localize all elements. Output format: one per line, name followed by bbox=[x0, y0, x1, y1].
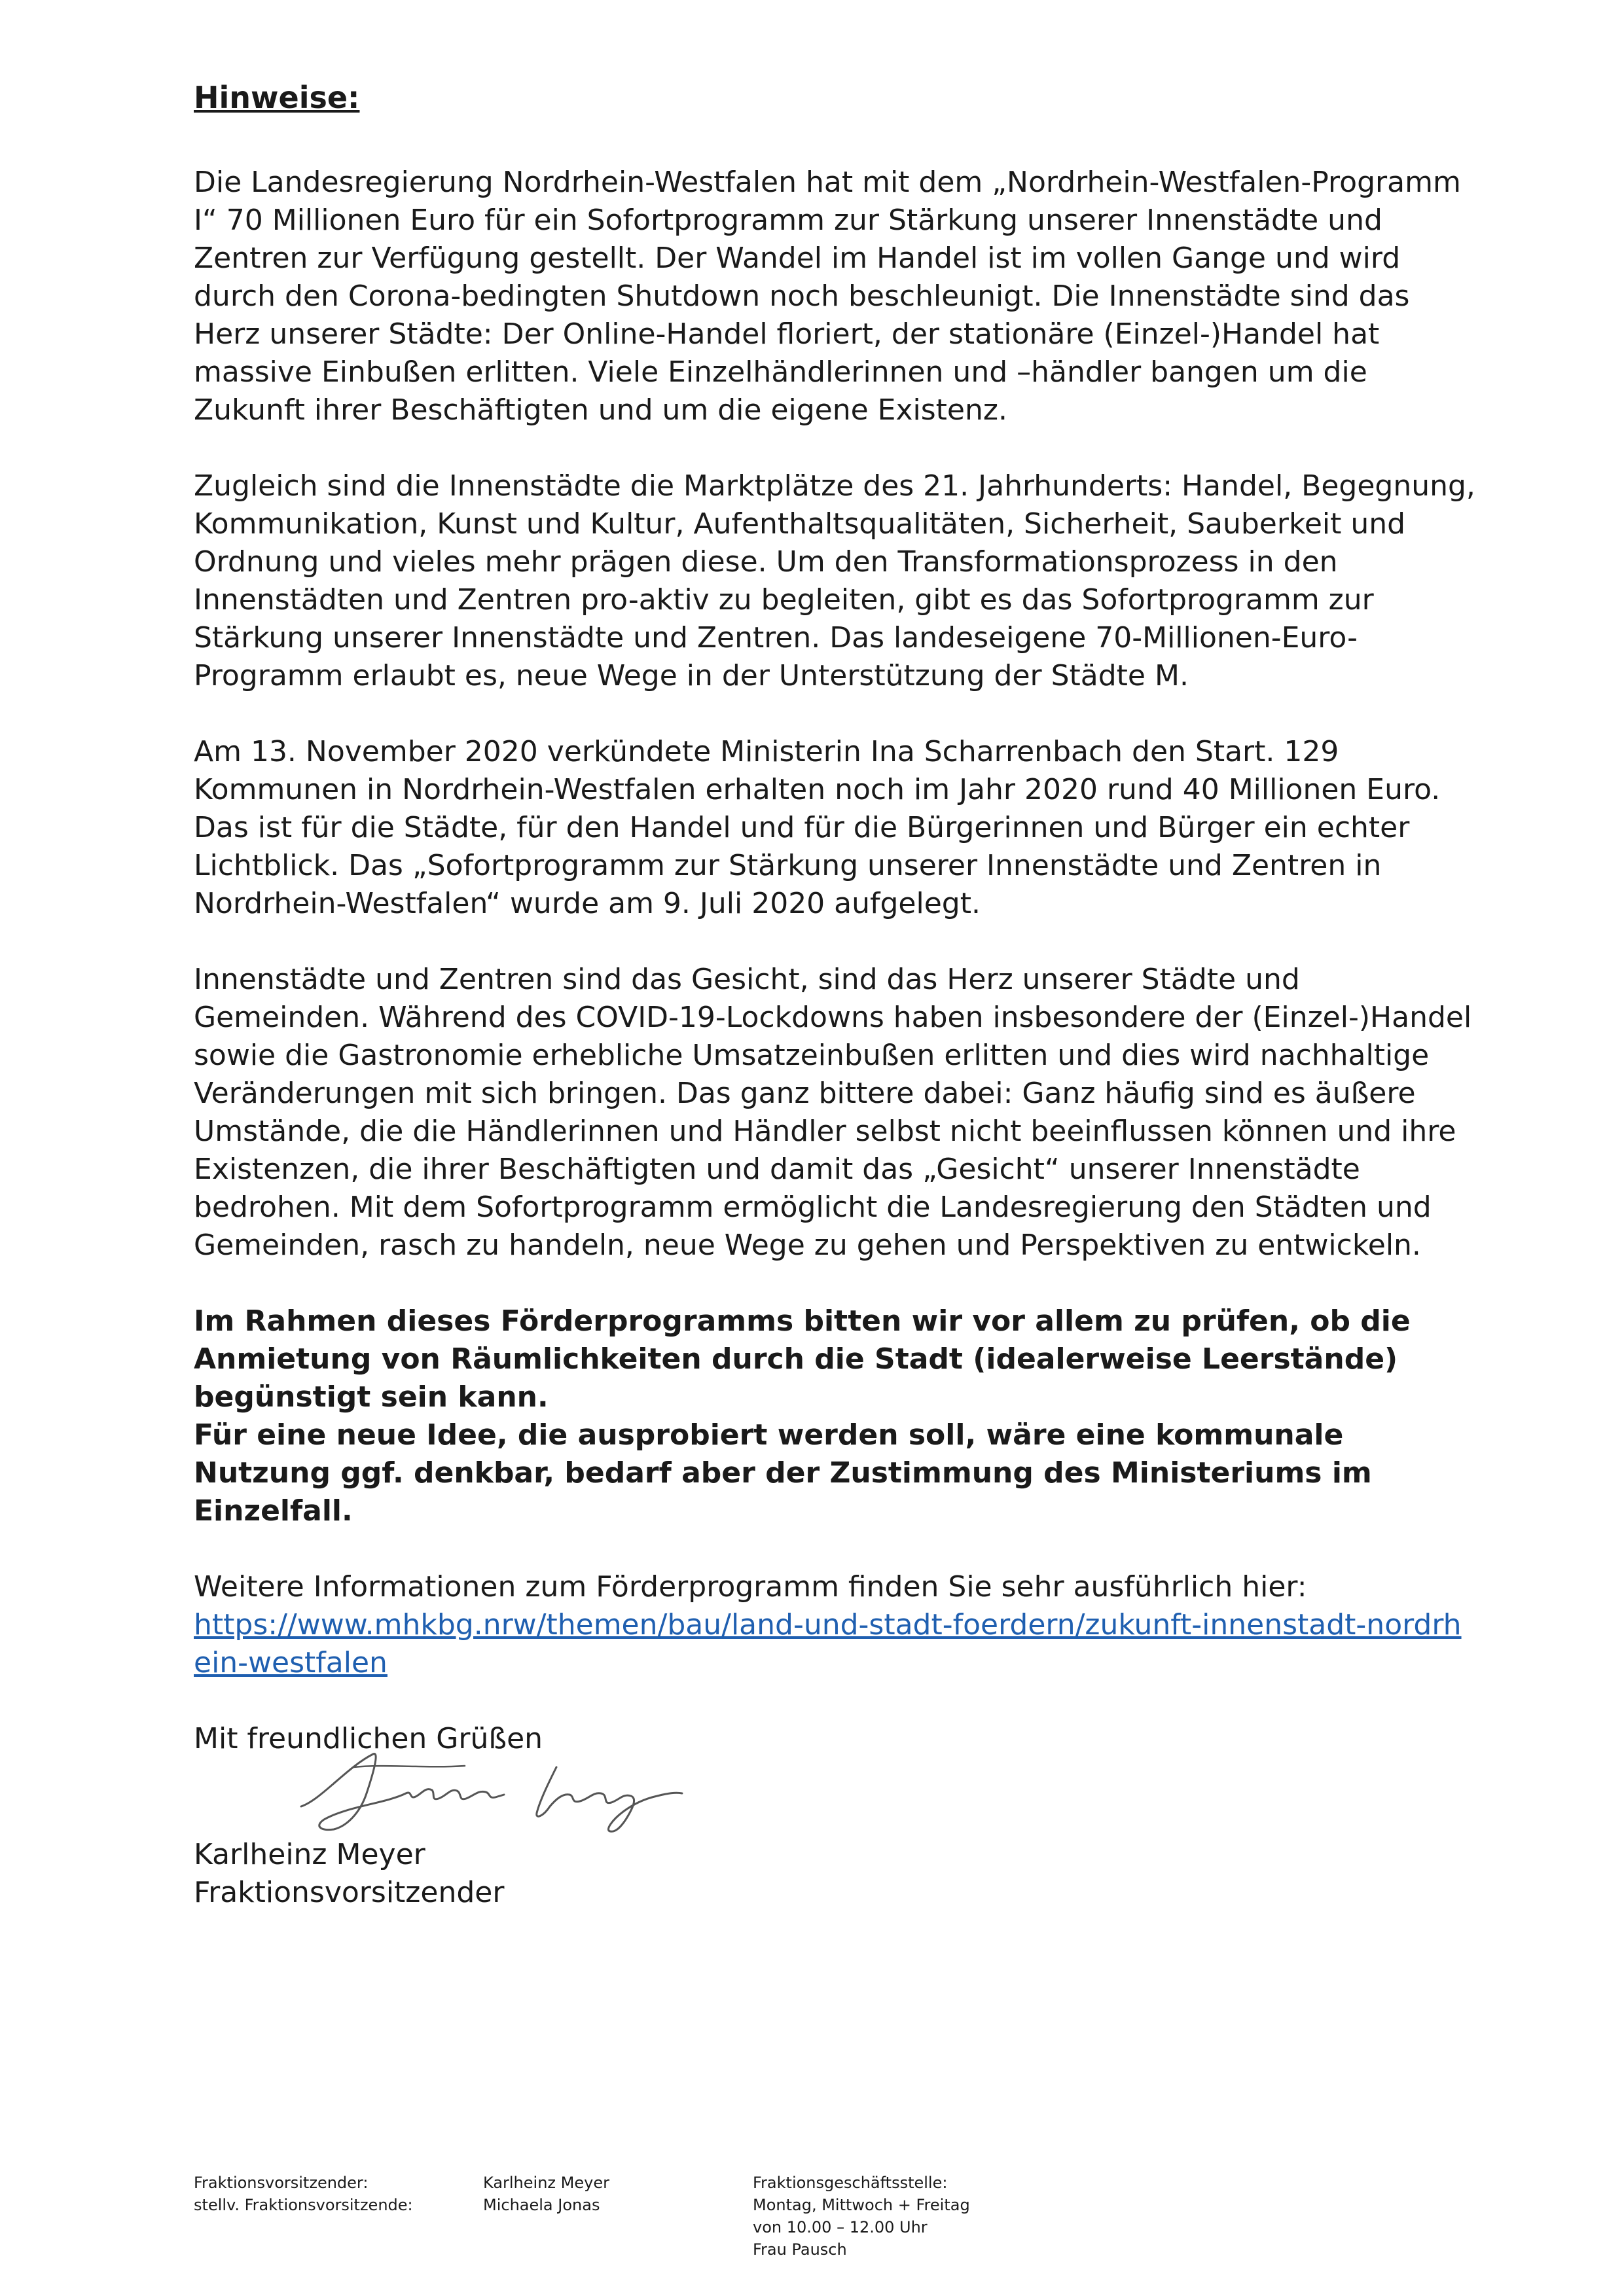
paragraph-request-rental: Im Rahmen dieses Förderprogramms bitten wir vor allem zu prüfen, ob die Anmietung von Räumlichkeiten durch die Stadt (idealerweise Leerstände) begünstigt sein kann. bbox=[194, 1304, 1411, 1414]
footer-office-hours: von 10.00 – 12.00 Uhr bbox=[753, 2218, 928, 2236]
paragraph-city-centers: Innenstädte und Zentren sind das Gesicht, sind das Herz unserer Städte und Gemeinden. Während des COVID-19-Lockdowns haben insbesondere der (Einzel-)Handel sowie die Gastronomie erhebliche Umsatzeinbußen erlitten und dies wird nachhaltige Veränderungen mit sich bringen. Das ganz bittere dabei: Ganz häufig sind es äußere Umstände, die die Händlerinnen und Händler selbst nicht beeinflussen können und ihre Existenzen, die ihrer Beschäftigten und damit das „Gesicht“ unserer Innenstädte bedrohen. Mit dem Sofortprogramm ermöglicht die Landesregierung den Städten und Gemeinden, rasch zu handeln, neue Wege zu gehen und Perspektiven zu entwickeln. bbox=[194, 963, 1472, 1262]
signer-name: Karlheinz Meyer bbox=[194, 1838, 425, 1871]
section-heading: Hinweise: bbox=[194, 80, 360, 115]
paragraph-start-announcement: Am 13. November 2020 verkündete Ministerin Ina Scharrenbach den Start. 129 Kommunen in Nordrhein-Westfalen erhalten noch im Jahr 2020 rund 40 Millionen Euro. Das ist für die Städte, für den Handel und für die Bürgerinnen und Bürger ein echter Lichtblick. Das „Sofortprogramm zur Stärkung unserer Innenstädte und Zentren in Nordrhein-Westfalen“ wurde am 9. Juli 2020 aufgelegt. bbox=[194, 735, 1441, 920]
footer-office-contact: Frau Pausch bbox=[753, 2240, 847, 2259]
paragraph-more-info bbox=[194, 1568, 1477, 1682]
footer-label-chair: Fraktionsvorsitzender: bbox=[194, 2174, 369, 2192]
signer-block bbox=[194, 1836, 504, 1912]
footer-office bbox=[753, 2172, 970, 2261]
footer-name-deputy: Michaela Jonas bbox=[483, 2196, 600, 2214]
paragraph-marketplaces: Zugleich sind die Innenstädte die Marktplätze des 21. Jahrhunderts: Handel, Begegnung, Kommunikation, Kunst und Kultur, Aufenthaltsqualitäten, Sicherheit, Sauberkeit und Ordnung und vieles mehr prägen diese. Um den Transformationsprozess in den Innenstädten und Zentren pro-aktiv zu begleiten, gibt es das Sofortprogramm zur Stärkung unserer Innenstädte und Zentren. Das landeseigene 70-Millionen-Euro-Programm erlaubt es, neue Wege in der Unterstützung der Städte M. bbox=[194, 469, 1475, 692]
paragraph-request-municipal-use: Für eine neue Idee, die ausprobiert werden soll, wäre eine kommunale Nutzung ggf. denkbar, bedarf aber der Zustimmung des Ministeriums im Einzelfall. bbox=[194, 1418, 1372, 1528]
more-info-text: Weitere Informationen zum Förderprogramm finden Sie sehr ausführlich hier: bbox=[194, 1570, 1307, 1604]
request-block bbox=[194, 1302, 1477, 1530]
footer-office-days: Montag, Mittwoch + Freitag bbox=[753, 2196, 970, 2214]
footer-office-title: Fraktionsgeschäftsstelle: bbox=[753, 2174, 948, 2192]
closing-greeting: Mit freundlichen Grüßen bbox=[194, 1722, 543, 1755]
signer-title: Fraktionsvorsitzender bbox=[194, 1876, 505, 1909]
letter-body bbox=[194, 79, 1477, 1758]
footer-names bbox=[483, 2172, 609, 2216]
paragraph-program-intro: Die Landesregierung Nordrhein-Westfalen hat mit dem „Nordrhein-Westfalen-Programm I“ 70 Millionen Euro für ein Sofortprogramm zur Stärkung unserer Innenstädte und Zentren zur Verfügung gestellt. Der Wandel im Handel ist im vollen Gange und wird durch den Corona-bedingten Shutdown noch beschleunigt. Die Innenstädte sind das Herz unserer Städte: Der Online-Handel floriert, der stationäre (Einzel-)Handel hat massive Einbußen erlitten. Viele Einzelhändlerinnen und –händler bangen um die Zukunft ihrer Beschäftigten und um die eigene Existenz. bbox=[194, 166, 1461, 427]
footer-label-deputy: stellv. Fraktionsvorsitzende: bbox=[194, 2196, 413, 2214]
handwritten-signature bbox=[275, 1728, 772, 1852]
footer-name-chair: Karlheinz Meyer bbox=[483, 2174, 609, 2192]
footer-labels bbox=[194, 2172, 413, 2216]
program-info-link[interactable]: https://www.mhkbg.nrw/themen/bau/land-und-stadt-foerdern/zukunft-innenstadt-nordrhein-westfalen bbox=[194, 1608, 1462, 1679]
